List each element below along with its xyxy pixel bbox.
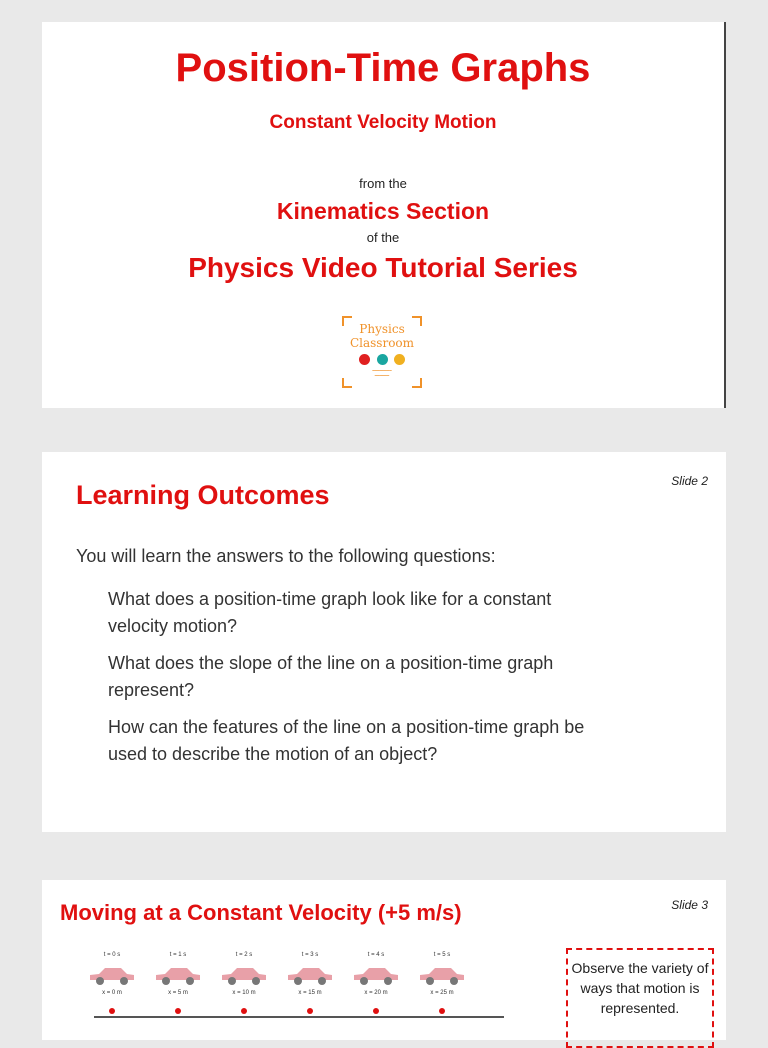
logo-corner: [342, 378, 352, 388]
logo-name: [342, 322, 422, 350]
position-label: x = 25 m: [430, 990, 454, 996]
car-frame: [280, 952, 340, 996]
slide-number: Slide 2: [671, 474, 708, 488]
time-label: t = 3 s: [301, 952, 319, 958]
slide1-title: Position-Time Graphs: [175, 46, 591, 90]
car-icon: [87, 964, 137, 986]
intro-text: You will learn the answers to the following questions:: [76, 546, 496, 566]
logo-corner: [412, 378, 422, 388]
slide3-title: Moving at a Constant Velocity (+5 m/s): [60, 900, 462, 925]
car-icon: [285, 964, 335, 986]
car-icon: [417, 964, 467, 986]
position-label: x = 10 m: [232, 990, 256, 996]
logo-name-line1: Physics: [359, 322, 405, 336]
list-item: What does the slope of the line on a position-time graph represent?: [108, 653, 554, 700]
time-label: t = 2 s: [235, 952, 253, 958]
physics-classroom-logo: [342, 316, 422, 388]
time-label: t = 0 s: [103, 952, 121, 958]
time-label: t = 1 s: [169, 952, 187, 958]
car-frame: [148, 952, 208, 996]
learning-outcomes-slide: [42, 452, 726, 832]
time-label: t = 5 s: [433, 952, 451, 958]
slide2-title: Learning Outcomes: [76, 480, 330, 510]
observation-note: Observe the variety of ways that motion is represented.: [566, 948, 714, 1048]
logo-tagline: ━━━━━━━━ ━━━━━━: [372, 368, 392, 378]
constant-velocity-slide: [42, 880, 726, 1040]
slide1-subtitle: Constant Velocity Motion: [269, 112, 497, 133]
track-marker: [439, 1008, 445, 1014]
position-label: x = 0 m: [102, 990, 122, 996]
of-text: of the: [366, 230, 400, 245]
position-label: x = 20 m: [364, 990, 388, 996]
car-icon: [153, 964, 203, 986]
car-frame: [82, 952, 142, 996]
section-name: Kinematics Section: [276, 198, 490, 224]
title-slide: [42, 22, 726, 408]
track-marker: [373, 1008, 379, 1014]
position-label: x = 15 m: [298, 990, 322, 996]
car-icon: [351, 964, 401, 986]
car-sequence: [82, 952, 502, 1032]
list-item: How can the features of the line on a position-time graph be used to describe the motion of an object?: [108, 717, 585, 764]
track-marker: [241, 1008, 247, 1014]
logo-dot-red: [359, 354, 370, 365]
from-text: from the: [359, 176, 407, 191]
slide-number: Slide 3: [671, 898, 708, 912]
car-frame: [346, 952, 406, 996]
series-name: Physics Video Tutorial Series: [188, 252, 578, 283]
list-item: What does a position-time graph look like for a constant velocity motion?: [108, 589, 552, 636]
car-icon: [219, 964, 269, 986]
motion-track: [94, 1016, 504, 1018]
position-label: x = 5 m: [168, 990, 188, 996]
car-frame: [412, 952, 472, 996]
question-list: [108, 586, 608, 778]
track-marker: [307, 1008, 313, 1014]
logo-dot-yellow: [394, 354, 405, 365]
car-frame: [214, 952, 274, 996]
time-label: t = 4 s: [367, 952, 385, 958]
track-marker: [109, 1008, 115, 1014]
logo-name-line2: Classroom: [349, 336, 415, 350]
logo-dot-teal: [377, 354, 388, 365]
track-marker: [175, 1008, 181, 1014]
